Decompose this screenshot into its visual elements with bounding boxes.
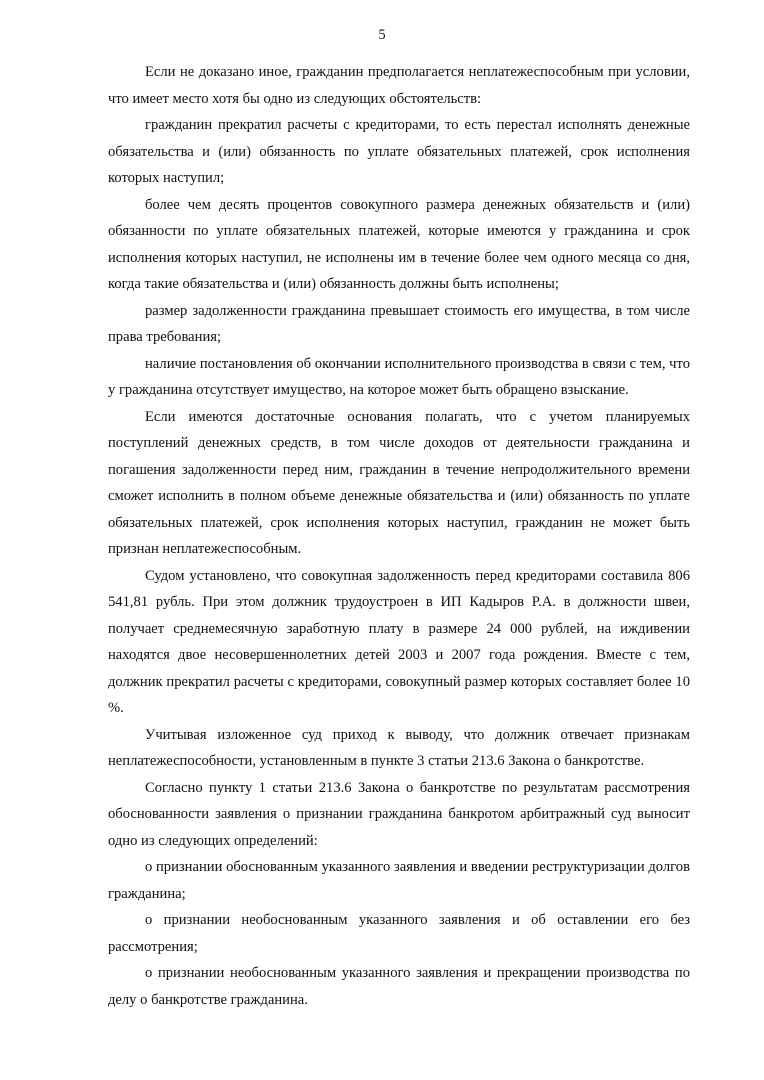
- paragraph-court-conclusion: Учитывая изложенное суд приход к выводу, что должник отвечает признакам неплатежеспособности, установленным в пункте 3 статьи 213.6 Закона о банкротстве.: [108, 726, 690, 769]
- paragraph-condition-ten-percent: более чем десять процентов совокупного размера денежных обязательств и (или) обязанности по уплате обязательных платежей, которые имеются у гражданина и срок исполнения которых наступил, не исполнены им в течение более чем одного месяца со дня, когда такие обязательства и (или) обязанность должны быть исполнены;: [108, 196, 690, 292]
- paragraph-condition-stopped-payments: гражданин прекратил расчеты с кредиторами, то есть перестал исполнять денежные обязательства и (или) обязанность по уплате обязательных платежей, срок исполнения которых наступил;: [108, 117, 690, 186]
- page-number: 5: [378, 27, 386, 43]
- paragraph-ruling-leave-without-consideration: о признании необоснованным указанного заявления и об оставлении его без рассмотрения;: [108, 912, 690, 955]
- paragraph-insolvency-presumption: Если не доказано иное, гражданин предполагается неплатежеспособным при условии, что имеет место хотя бы одно из следующих обстоятельств:: [108, 64, 690, 107]
- paragraph-ruling-restructuring: о признании обоснованным указанного заявления и введении реструктуризации долгов гражданина;: [108, 859, 690, 902]
- paragraph-condition-enforcement-ended: наличие постановления об окончании исполнительного производства в связи с тем, что у гражданина отсутствует имущество, на которое может быть обращено взыскание.: [108, 355, 690, 398]
- paragraph-court-findings: Судом установлено, что совокупная задолженность перед кредиторами составила 806 541,81 рубль. При этом должник трудоустроен в ИП Кадыров Р.А. в должности швеи, получает среднемесячную заработную плату в размере 24 000 рублей, на иждивении находятся двое несовершеннолетних детей 2003 и 2007 года рождения. Вместе с тем, должник прекратил расчеты с кредиторами, совокупный размер которых составляет более 10 %.: [108, 567, 690, 716]
- paragraph-condition-debt-exceeds-assets: размер задолженности гражданина превышает стоимость его имущества, в том числе права требования;: [108, 302, 690, 345]
- paragraph-ruling-termination: о признании необоснованным указанного заявления и прекращении производства по делу о банкротстве гражданина.: [108, 965, 690, 1008]
- document-body: [108, 59, 690, 1013]
- paragraph-sufficient-grounds: Если имеются достаточные основания полагать, что с учетом планируемых поступлений денежных средств, в том числе доходов от деятельности гражданина и погашения задолженности перед ним, гражданин в течение непродолжительного времени сможет исполнить в полном объеме денежные обязательства и (или) обязанность по уплате обязательных платежей, срок исполнения которых наступил, гражданин не может быть признан неплатежеспособным.: [108, 408, 690, 557]
- paragraph-article-reference: Согласно пункту 1 статьи 213.6 Закона о банкротстве по результатам рассмотрения обоснованности заявления о признании гражданина банкротом арбитражный суд выносит одно из следующих определений:: [108, 779, 690, 849]
